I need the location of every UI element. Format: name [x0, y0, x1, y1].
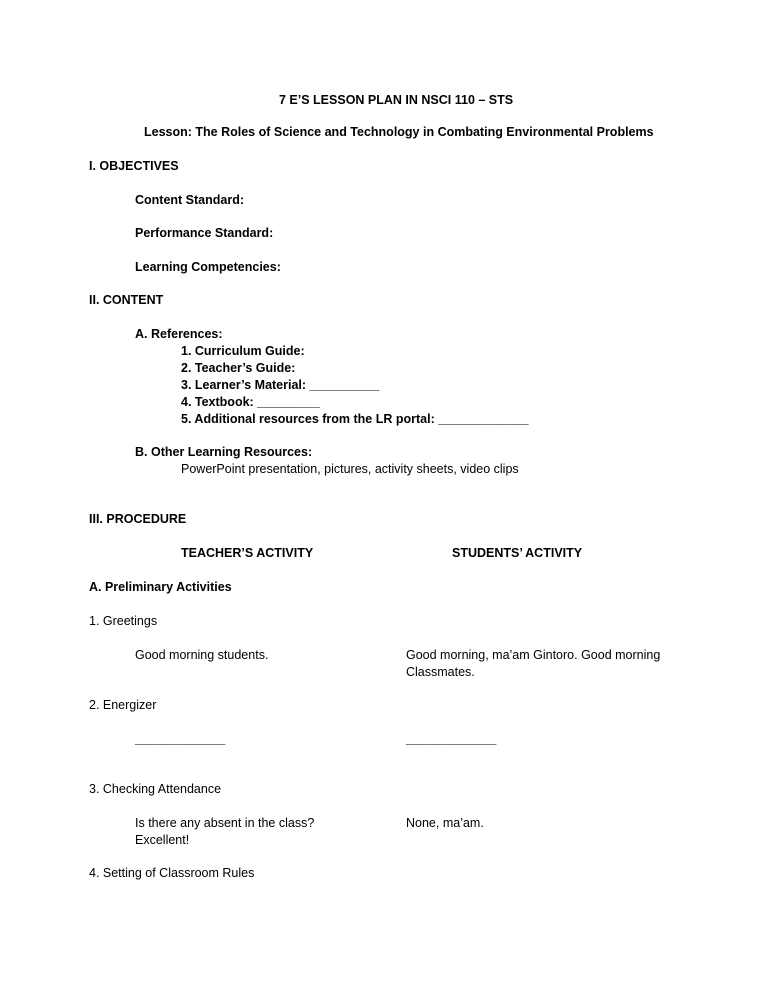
attendance-label: 3. Checking Attendance — [89, 782, 222, 796]
classroom-rules-label: 4. Setting of Classroom Rules — [89, 866, 255, 880]
reference-item: 5. Additional resources from the LR portal: _____________ — [181, 412, 529, 426]
content-heading: II. CONTENT — [89, 293, 164, 307]
attendance-teacher-text-line1: Is there any absent in the class? — [135, 816, 315, 830]
preliminary-activities-heading: A. Preliminary Activities — [89, 580, 232, 594]
other-resources-heading: B. Other Learning Resources: — [135, 445, 313, 459]
energizer-label: 2. Energizer — [89, 698, 157, 712]
greetings-students-text-line2: Classmates. — [406, 665, 475, 679]
objectives-heading: I. OBJECTIVES — [89, 159, 179, 173]
procedure-heading: III. PROCEDURE — [89, 512, 187, 526]
reference-item: 1. Curriculum Guide: — [181, 344, 305, 358]
reference-item: 4. Textbook: _________ — [181, 395, 320, 409]
teacher-activity-column-header: TEACHER’S ACTIVITY — [181, 546, 314, 560]
greetings-label: 1. Greetings — [89, 614, 158, 628]
attendance-teacher-text-line2: Excellent! — [135, 833, 190, 847]
greetings-students-text-line1: Good morning, ma’am Gintoro. Good morning — [406, 648, 661, 662]
performance-standard-label: Performance Standard: — [135, 226, 274, 240]
energizer-students-blank: _____________ — [406, 732, 497, 746]
other-resources-text: PowerPoint presentation, pictures, activity sheets, video clips — [181, 462, 519, 476]
references-heading: A. References: — [135, 327, 223, 341]
content-standard-label: Content Standard: — [135, 193, 245, 207]
energizer-teacher-blank: _____________ — [135, 732, 226, 746]
reference-item: 3. Learner’s Material: __________ — [181, 378, 380, 392]
lesson-title: Lesson: The Roles of Science and Technology in Combating Environmental Problems — [144, 125, 654, 139]
attendance-students-text: None, ma’am. — [406, 816, 484, 830]
greetings-teacher-text: Good morning students. — [135, 648, 269, 662]
reference-item: 2. Teacher’s Guide: — [181, 361, 296, 375]
learning-competencies-label: Learning Competencies: — [135, 260, 281, 274]
students-activity-column-header: STUDENTS’ ACTIVITY — [452, 546, 583, 560]
document-title: 7 E’S LESSON PLAN IN NSCI 110 – STS — [279, 93, 514, 107]
